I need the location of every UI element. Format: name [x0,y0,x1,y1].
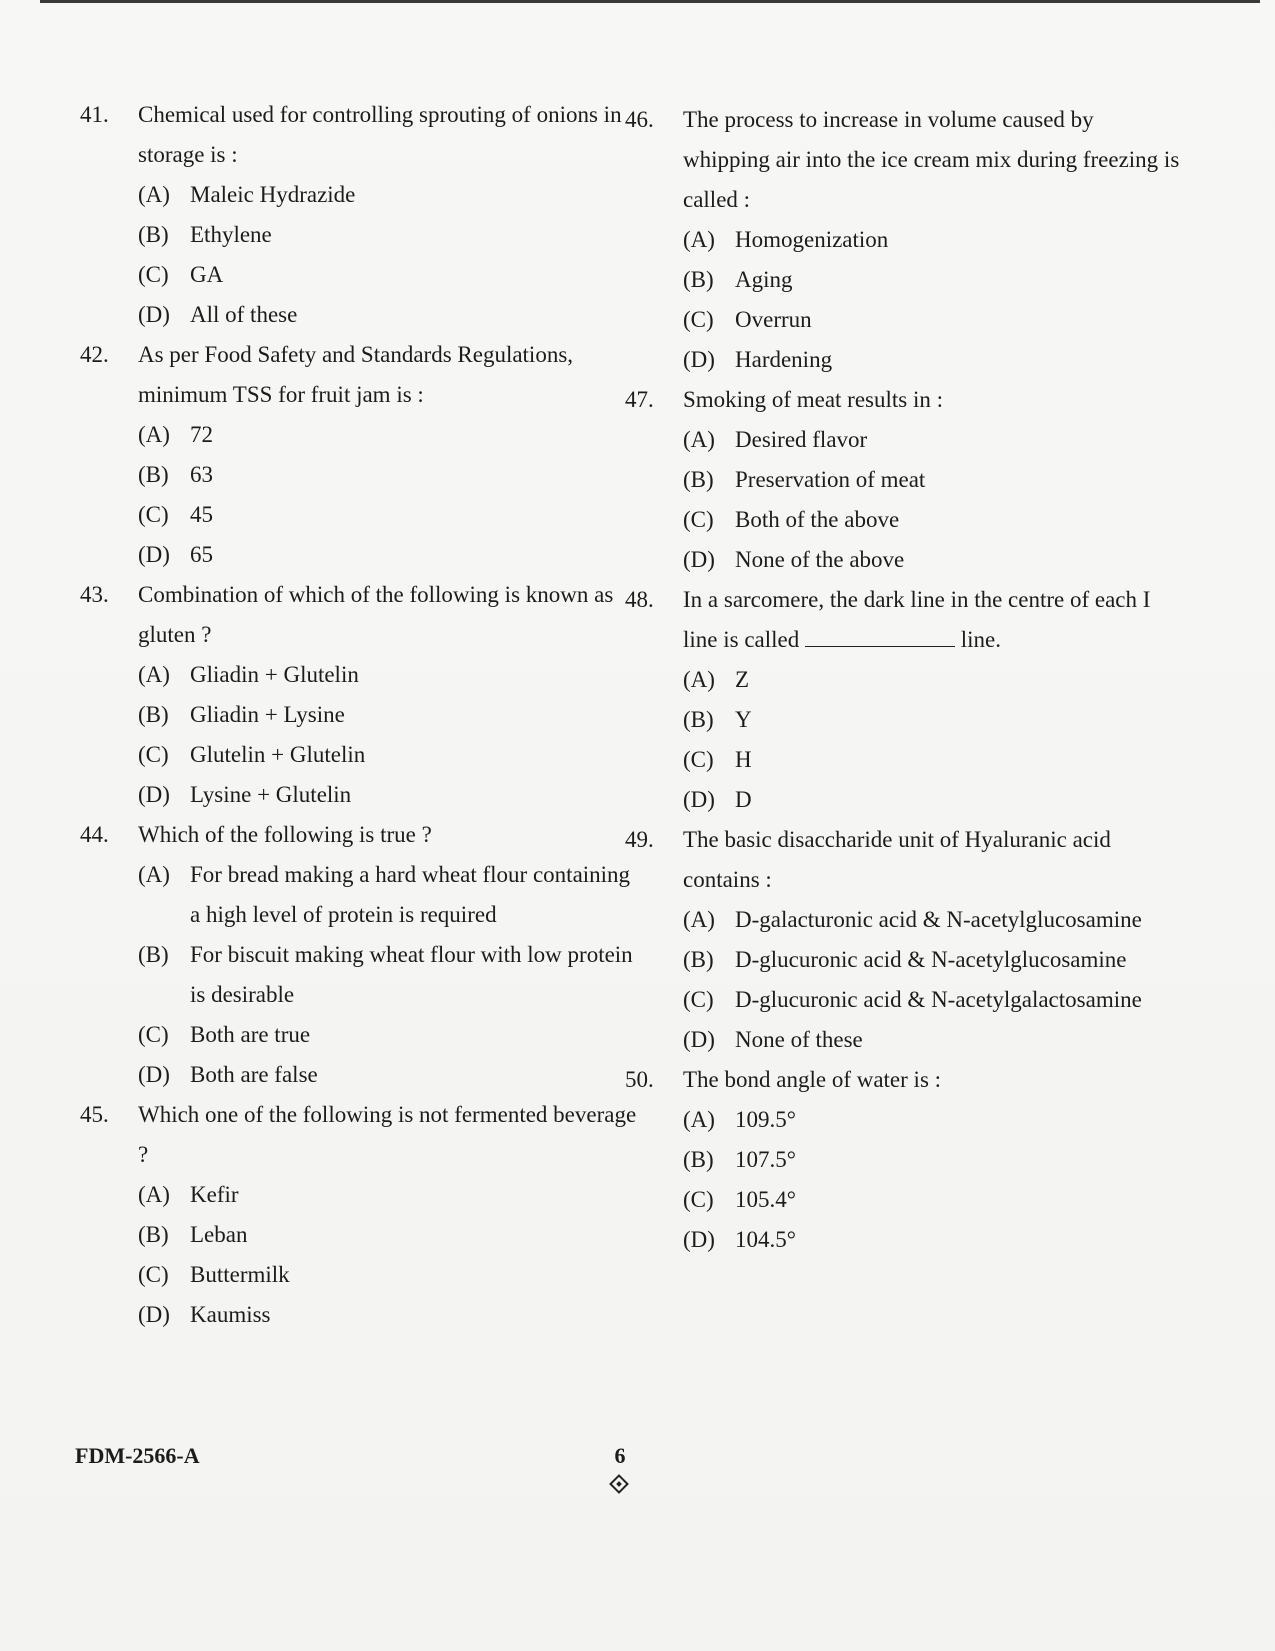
option-text: All of these [190,302,298,327]
option-text: Leban [190,1222,248,1247]
option-label: (A) [138,182,170,207]
option [683,660,1185,700]
option-text: None of these [735,1027,863,1052]
option [138,535,640,575]
question-42 [80,335,640,575]
option-text: 105.4° [735,1187,796,1212]
option [138,1215,640,1255]
option-label: (C) [683,747,714,772]
option-text: D-galacturonic acid & N-acetylglucosamine [735,907,1142,932]
option-label: (A) [138,1182,170,1207]
option-label: (C) [138,1262,169,1287]
option-text: Lysine + Glutelin [190,782,352,807]
option-text: Maleic Hydrazide [190,182,356,207]
option-label: (D) [138,542,170,567]
option [683,220,1185,260]
option-text: GA [190,262,224,287]
question-number: 42. [80,342,109,367]
question-number: 50. [625,1067,654,1092]
option [138,175,640,215]
question-text: The bond angle of water is : [683,1067,942,1092]
right-column [625,100,1185,1260]
option-label: (B) [683,707,714,732]
question-text: Which one of the following is not fermented beverage ? [138,1102,637,1167]
option-label: (A) [683,667,715,692]
option-text: For bread making a hard wheat flour containing a high level of protein is required [190,862,631,927]
option-text: 72 [190,422,213,447]
option [683,780,1185,820]
option-label: (C) [138,742,169,767]
option-label: (B) [138,702,169,727]
option-label: (D) [683,1227,715,1252]
question-text: Which of the following is true ? [138,822,432,847]
option-label: (C) [138,262,169,287]
question-text-before: In a sarcomere, the dark line in the centre of each I line is called [683,587,1151,652]
option-text: Y [735,707,752,732]
option [683,1180,1185,1220]
option-text: Both of the above [735,507,900,532]
question-48 [625,580,1185,820]
question-number: 45. [80,1102,109,1127]
option-text: 107.5° [735,1147,796,1172]
option-label: (C) [683,307,714,332]
option-label: (D) [138,302,170,327]
option-text: Kaumiss [190,1302,271,1327]
option-label: (D) [683,787,715,812]
option-text: Ethylene [190,222,272,247]
option [138,295,640,335]
option-label: (D) [138,1302,170,1327]
option-text: 104.5° [735,1227,796,1252]
option-label: (B) [138,462,169,487]
option-label: (A) [683,427,715,452]
option-label: (B) [683,467,714,492]
top-rule [40,0,1260,3]
option [138,1295,640,1335]
option [138,255,640,295]
option [683,980,1185,1020]
option [138,735,640,775]
diamond-icon [609,1474,629,1494]
option-label: (D) [683,347,715,372]
option-label: (A) [683,227,715,252]
option-label: (B) [683,947,714,972]
question-number: 47. [625,387,654,412]
left-column [80,95,640,1335]
option [683,900,1185,940]
option-text: Overrun [735,307,812,332]
question-number: 46. [625,107,654,132]
option-label: (C) [138,1022,169,1047]
option-text: D-glucuronic acid & N-acetylglucosamine [735,947,1127,972]
option [138,1175,640,1215]
option-label: (D) [683,1027,715,1052]
question-46 [625,100,1185,380]
option [138,215,640,255]
option-label: (A) [683,907,715,932]
page-number: 6 [614,1443,626,1468]
paper-code: FDM-2566-A [75,1443,200,1468]
option-text: Buttermilk [190,1262,290,1287]
question-number: 41. [80,102,109,127]
option [683,260,1185,300]
question-text: The basic disaccharide unit of Hyaluranic acid contains : [683,827,1111,892]
question-text: The process to increase in volume caused by whipping air into the ice cream mix during freezing is called : [683,107,1180,212]
option-text: Both are false [190,1062,318,1087]
question-text: Smoking of meat results in : [683,387,944,412]
option-label: (C) [683,507,714,532]
option [683,300,1185,340]
question-50 [625,1060,1185,1260]
question-43 [80,575,640,815]
option-label: (C) [683,1187,714,1212]
option-text: Glutelin + Glutelin [190,742,366,767]
option-label: (D) [138,1062,170,1087]
option [683,1220,1185,1260]
question-text-after: line. [960,627,1001,652]
option [683,700,1185,740]
question-44 [80,815,640,1095]
option-text: H [735,747,752,772]
option-label: (B) [138,222,169,247]
option [683,940,1185,980]
option-text: Desired flavor [735,427,868,452]
question-number: 48. [625,587,654,612]
option [138,695,640,735]
option [138,1255,640,1295]
option-text: Gliadin + Glutelin [190,662,359,687]
fill-in-blank [805,626,955,647]
option [138,855,640,935]
option-label: (B) [138,1222,169,1247]
option-text: Preservation of meat [735,467,926,492]
question-41 [80,95,640,335]
option-label: (C) [138,502,169,527]
option-text: 63 [190,462,213,487]
option [683,500,1185,540]
option-text: D [735,787,752,812]
option [138,455,640,495]
option [138,1015,640,1055]
option-text: None of the above [735,547,905,572]
option [138,935,640,1015]
option [683,1020,1185,1060]
option-text: Gliadin + Lysine [190,702,345,727]
option-label: (B) [138,942,169,967]
option-text: 65 [190,542,213,567]
option-text: Homogenization [735,227,889,252]
question-45 [80,1095,640,1335]
option-text: 45 [190,502,213,527]
option-label: (D) [683,547,715,572]
option [683,1100,1185,1140]
question-number: 43. [80,582,109,607]
option [683,540,1185,580]
option [138,415,640,455]
option-text: For biscuit making wheat flour with low protein is desirable [190,942,633,1007]
option [683,1140,1185,1180]
option [683,340,1185,380]
question-text: As per Food Safety and Standards Regulations, minimum TSS for fruit jam is : [138,342,574,407]
option-label: (B) [683,267,714,292]
option-label: (D) [138,782,170,807]
question-number: 44. [80,822,109,847]
question-text: Chemical used for controlling sprouting of onions in storage is : [138,102,622,167]
question-text: Combination of which of the following is known as gluten ? [138,582,614,647]
option-text: Hardening [735,347,833,372]
option [683,740,1185,780]
option-text: Aging [735,267,793,292]
option [138,1055,640,1095]
option-text: Both are true [190,1022,311,1047]
option-label: (A) [138,422,170,447]
option-text: Kefir [190,1182,239,1207]
option [683,460,1185,500]
option-label: (A) [138,862,170,887]
option [138,495,640,535]
option [683,420,1185,460]
option-label: (A) [683,1107,715,1132]
option-label: (B) [683,1147,714,1172]
question-47 [625,380,1185,580]
option-text: D-glucuronic acid & N-acetylgalactosamine [735,987,1142,1012]
question-number: 49. [625,827,654,852]
option-label: (A) [138,662,170,687]
option [138,655,640,695]
question-text [683,580,1185,660]
question-49 [625,820,1185,1060]
option-text: Z [735,667,750,692]
option-text: 109.5° [735,1107,796,1132]
option [138,775,640,815]
option-label: (C) [683,987,714,1012]
